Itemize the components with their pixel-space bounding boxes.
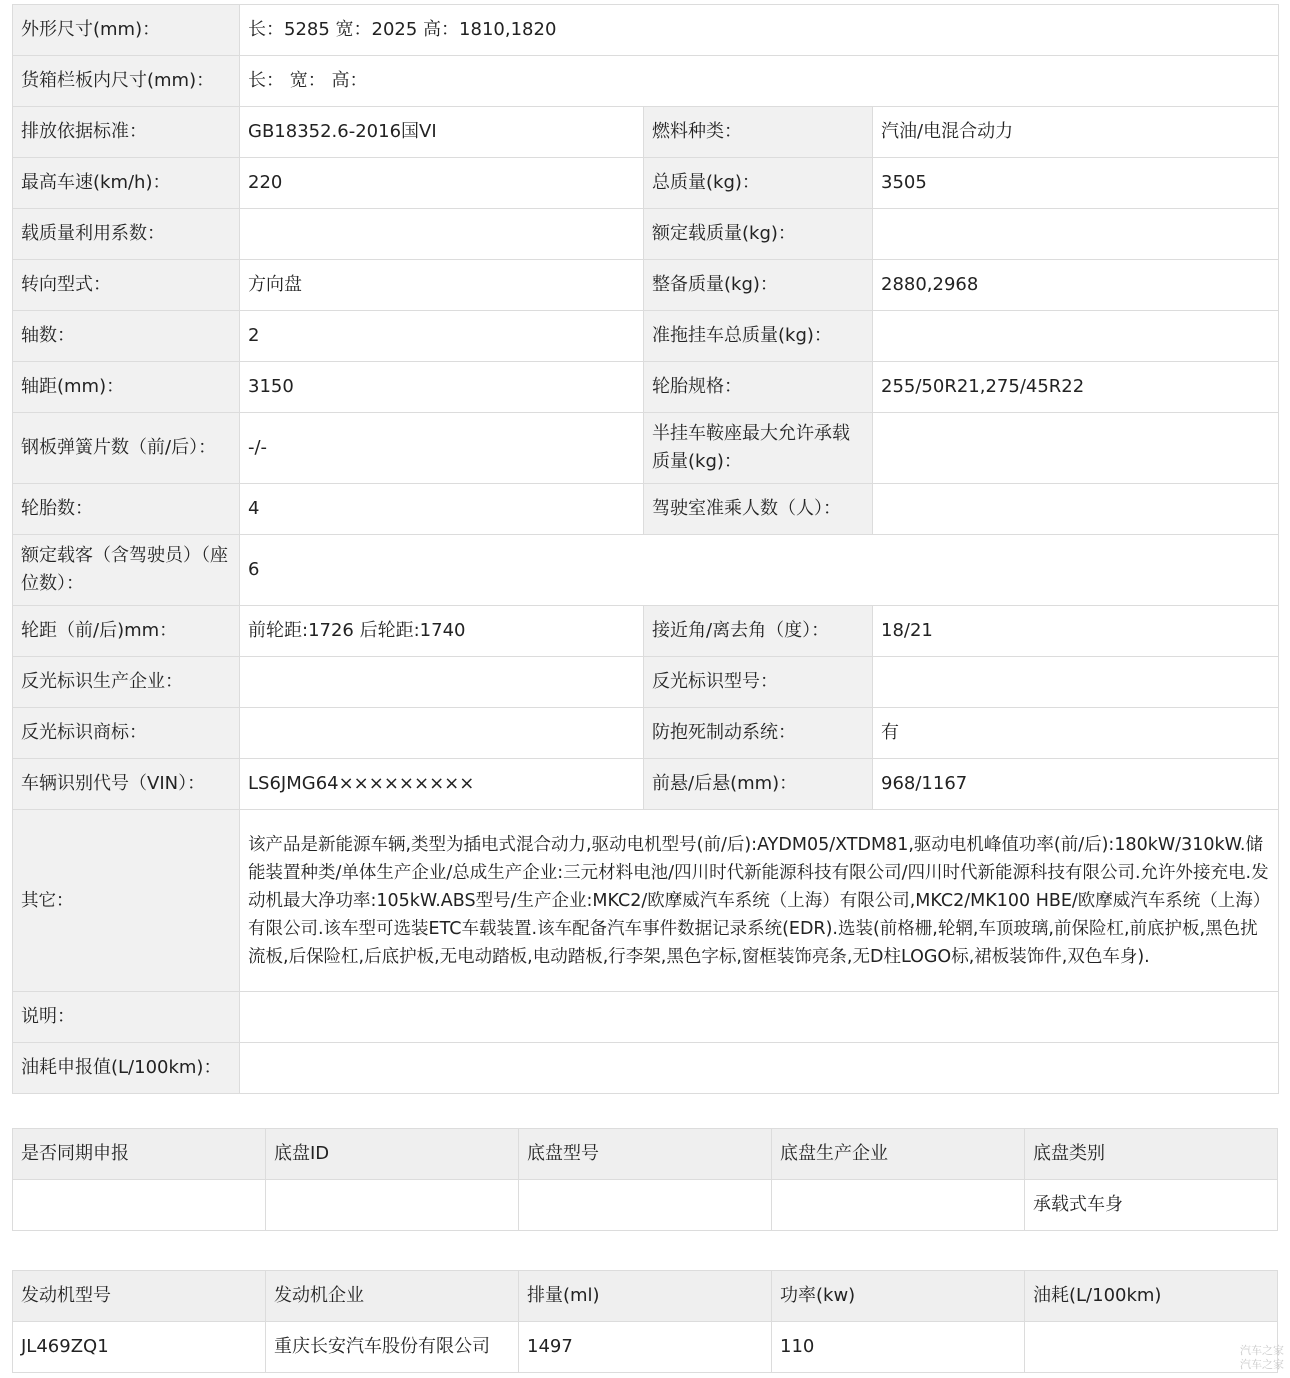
engine-row [13, 1322, 1278, 1373]
spec-label: 轮距（前/后)mm： [13, 606, 240, 657]
spec-label: 轴数： [13, 311, 240, 362]
engine-cell: 重庆长安汽车股份有限公司 [266, 1322, 519, 1373]
cargo-box-value: 长： 宽： 高： [240, 56, 1279, 107]
spec-label: 轮胎数： [13, 484, 240, 535]
spec-label: 钢板弹簧片数（前/后）： [13, 413, 240, 484]
spec-label: 反光标识商标： [13, 708, 240, 759]
spec-row [13, 708, 1279, 759]
engine-header: 排量(ml) [519, 1271, 772, 1322]
dimensions-value: 长：5285 宽：2025 高：1810,1820 [240, 5, 1279, 56]
spec-value: LS6JMG64××××××××× [240, 759, 644, 810]
other-value: 该产品是新能源车辆,类型为插电式混合动力,驱动电机型号(前/后):AYDM05/XTDM81,驱动电机峰值功率(前/后):180kW/310kW.储能装置种类/单体生产企业/总成生产企业:三元材料电池/四川时代新能源科技有限公司/四川时代新能源科技有限公司.允许外接充电.发动机最大净功率:105kW.ABS型号/生产企业:MKC2/欧摩威汽车系统（上海）有限公司,MKC2/MK100 HBE/欧摩威汽车系统（上海）有限公司.该车型可选装ETC车载装置.该车配备汽车事件数据记录系统(EDR).选装(前格栅,轮辋,车顶玻璃,前保险杠,前底护板,黑色扰流板,后保险杠,后底护板,无电动踏板,电动踏板,行李架,黑色字标,窗框装饰亮条,无D柱LOGO标,裙板装饰件,双色车身). [240, 810, 1279, 992]
spec-label: 驾驶室准乘人数（人）： [644, 484, 873, 535]
other-label: 其它： [13, 810, 240, 992]
engine-cell: 110 [772, 1322, 1025, 1373]
engine-header: 发动机企业 [266, 1271, 519, 1322]
engine-header: 油耗(L/100km) [1025, 1271, 1278, 1322]
spec-row-note [13, 992, 1279, 1043]
chassis-header: 底盘类别 [1025, 1129, 1278, 1180]
spec-label: 排放依据标准： [13, 107, 240, 158]
spec-value: 前轮距:1726 后轮距:1740 [240, 606, 644, 657]
spec-value: 2880,2968 [873, 260, 1279, 311]
engine-header: 发动机型号 [13, 1271, 266, 1322]
spec-value [873, 311, 1279, 362]
engine-header-row [13, 1271, 1278, 1322]
spec-label: 轴距(mm)： [13, 362, 240, 413]
spec-row [13, 311, 1279, 362]
spec-row [13, 362, 1279, 413]
spec-row [13, 657, 1279, 708]
spec-value: 2 [240, 311, 644, 362]
spec-row [13, 413, 1279, 484]
spec-label: 车辆识别代号（VIN）： [13, 759, 240, 810]
chassis-header: 底盘ID [266, 1129, 519, 1180]
spec-label: 额定载质量(kg)： [644, 209, 873, 260]
chassis-cell: 承载式车身 [1025, 1180, 1278, 1231]
spec-value: 有 [873, 708, 1279, 759]
spec-row [13, 158, 1279, 209]
spec-value: 3150 [240, 362, 644, 413]
spec-value: 3505 [873, 158, 1279, 209]
spec-value: 255/50R21,275/45R22 [873, 362, 1279, 413]
spec-value: 汽油/电混合动力 [873, 107, 1279, 158]
spec-table [12, 4, 1279, 1094]
spec-value: 968/1167 [873, 759, 1279, 810]
spec-row-cargo-box [13, 56, 1279, 107]
fuel-label: 油耗申报值(L/100km)： [13, 1043, 240, 1094]
spec-label: 轮胎规格： [644, 362, 873, 413]
spec-value [873, 657, 1279, 708]
spec-value: 220 [240, 158, 644, 209]
spec-value: 18/21 [873, 606, 1279, 657]
chassis-header: 是否同期申报 [13, 1129, 266, 1180]
spec-label: 载质量利用系数： [13, 209, 240, 260]
chassis-cell [772, 1180, 1025, 1231]
chassis-cell [519, 1180, 772, 1231]
spec-value [873, 413, 1279, 484]
chassis-header: 底盘生产企业 [772, 1129, 1025, 1180]
engine-cell: 1497 [519, 1322, 772, 1373]
spec-row-other [13, 810, 1279, 992]
chassis-cell [266, 1180, 519, 1231]
spec-label: 准拖挂车总质量(kg)： [644, 311, 873, 362]
passengers-label: 额定载客（含驾驶员）（座位数）： [13, 535, 240, 606]
spec-label: 燃料种类： [644, 107, 873, 158]
engine-header: 功率(kw) [772, 1271, 1025, 1322]
spec-row [13, 484, 1279, 535]
spec-label: 转向型式： [13, 260, 240, 311]
spec-row [13, 107, 1279, 158]
cargo-box-label: 货箱栏板内尺寸(mm)： [13, 56, 240, 107]
spec-value: GB18352.6-2016国VI [240, 107, 644, 158]
spec-value: -/- [240, 413, 644, 484]
spec-row [13, 759, 1279, 810]
spec-label: 半挂车鞍座最大允许承载质量(kg)： [644, 413, 873, 484]
spec-value [240, 708, 644, 759]
spec-row-passengers [13, 535, 1279, 606]
chassis-row [13, 1180, 1278, 1231]
chassis-table [12, 1128, 1278, 1231]
spec-label: 接近角/离去角（度）： [644, 606, 873, 657]
spec-label: 防抱死制动系统： [644, 708, 873, 759]
spec-label: 整备质量(kg)： [644, 260, 873, 311]
note-value [240, 992, 1279, 1043]
fuel-value [240, 1043, 1279, 1094]
engine-table [12, 1270, 1278, 1373]
watermark-line: 汽车之家 [1240, 1358, 1284, 1371]
spec-value: 方向盘 [240, 260, 644, 311]
spec-value [873, 484, 1279, 535]
chassis-header: 底盘型号 [519, 1129, 772, 1180]
spec-value [240, 209, 644, 260]
watermark-line: 汽车之家 [1240, 1344, 1284, 1357]
spec-value [240, 657, 644, 708]
spec-row-fuel [13, 1043, 1279, 1094]
spec-row [13, 209, 1279, 260]
spec-row [13, 606, 1279, 657]
engine-cell: JL469ZQ1 [13, 1322, 266, 1373]
spec-label: 前悬/后悬(mm)： [644, 759, 873, 810]
spec-label: 反光标识型号： [644, 657, 873, 708]
passengers-value: 6 [240, 535, 1279, 606]
spec-label: 最高车速(km/h)： [13, 158, 240, 209]
dimensions-label: 外形尺寸(mm)： [13, 5, 240, 56]
spec-label: 反光标识生产企业： [13, 657, 240, 708]
note-label: 说明： [13, 992, 240, 1043]
spec-value: 4 [240, 484, 644, 535]
chassis-cell [13, 1180, 266, 1231]
spec-row-dimensions [13, 5, 1279, 56]
watermark [1240, 1344, 1284, 1372]
chassis-header-row [13, 1129, 1278, 1180]
spec-label: 总质量(kg)： [644, 158, 873, 209]
spec-value [873, 209, 1279, 260]
spec-row [13, 260, 1279, 311]
